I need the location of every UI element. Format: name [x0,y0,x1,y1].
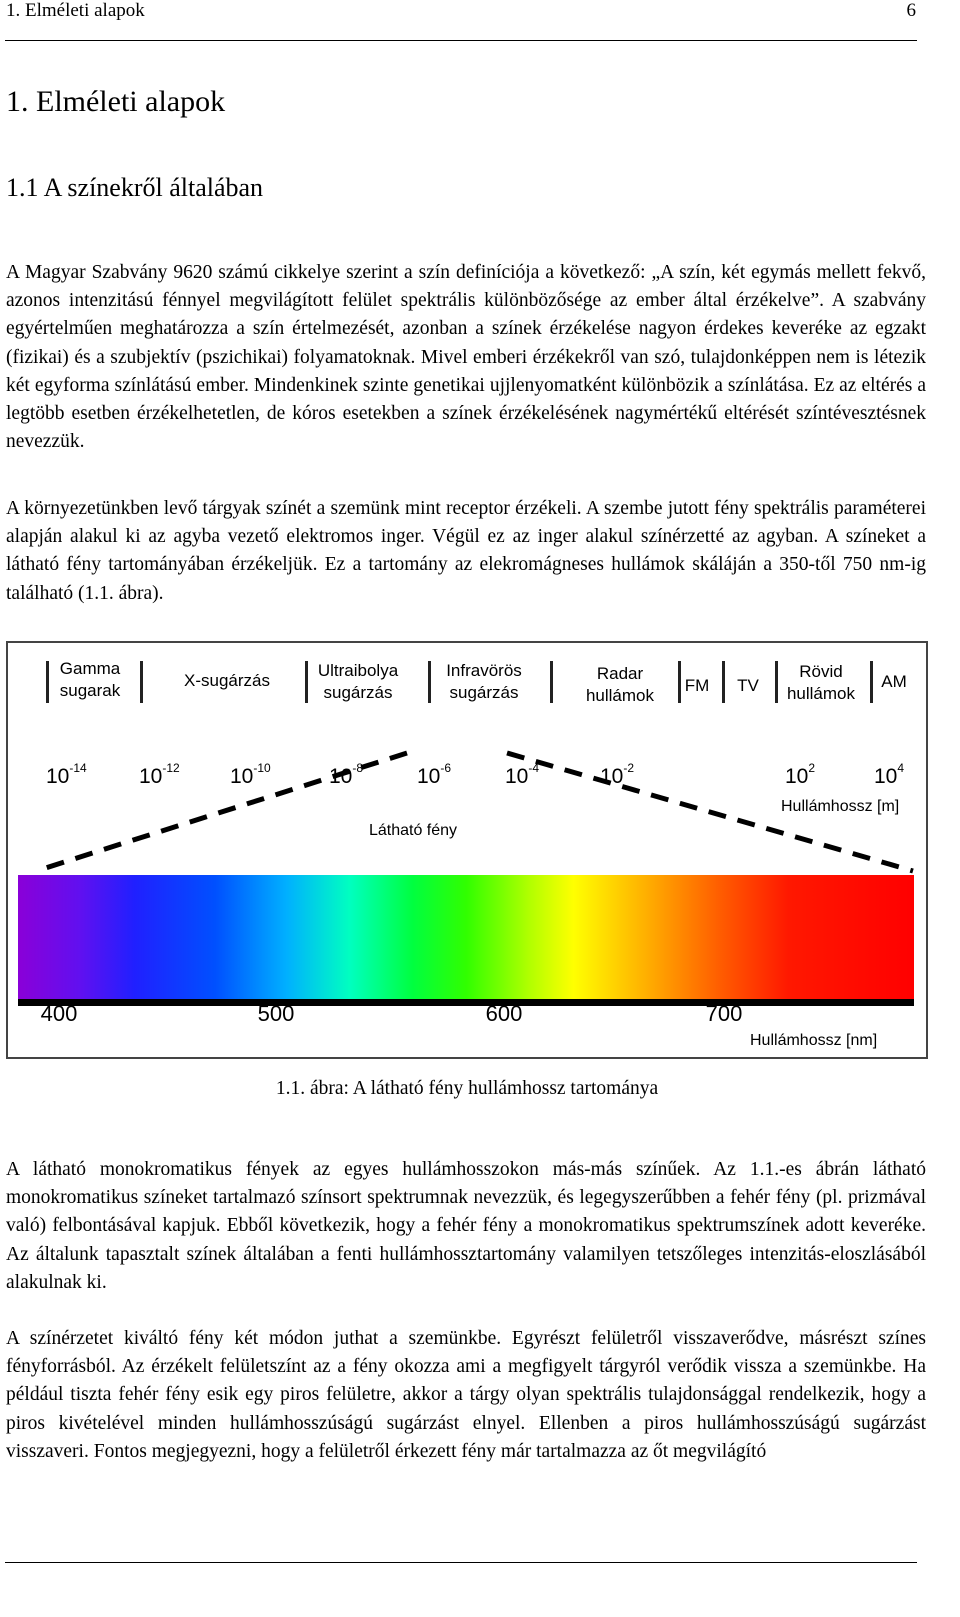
running-head-title: 1. Elméleti alapok [6,0,145,21]
svg-text:X-sugárzás: X-sugárzás [184,671,270,690]
nm-axis-line [18,999,914,1006]
figure-caption: 1.1. ábra: A látható fény hullámhossz tartománya [275,1078,659,1099]
band-labels [60,659,907,705]
svg-text:Rövid: Rövid [799,662,843,681]
band-tv [737,676,759,695]
scale-tick: $10^{-10}$ [230,761,271,788]
wavelength-scale [46,761,904,788]
svg-text:Ultraibolya: Ultraibolya [317,661,399,680]
svg-text:hullámok: hullámok [585,686,655,705]
scale-tick: $10^4$ [874,761,905,788]
bottom-axis-label: Hullámhossz [nm] [750,1032,878,1049]
band-short-wave [787,662,856,703]
band-infrared [446,661,522,702]
scale-tick: $10^{-8}$ [329,761,364,788]
spectrum-figure [6,641,928,1059]
chapter-title: 1. Elméleti alapok [6,85,226,118]
band-gamma [60,659,121,700]
page-number: 6 [906,0,916,21]
visible-light-label: Látható fény [368,822,458,839]
svg-text:AM: AM [881,672,907,691]
running-head [6,0,916,22]
top-axis-label: Hullámhossz [m] [781,798,900,815]
svg-text:Infravörös: Infravörös [446,661,522,680]
spectrum-diagram [8,643,926,1057]
paragraph-3: A látható monokromatikus fények az egyes hullámhosszokon más-más színűek. Az 1.1.-es ábrán látható monokromatikus színeket tartalmazó színsort spektrumnak nevezzük, és legegyszerűbben a fehér fény (pl. prizmával való) felbontásával kapjuk. Ebből következik, hogy a fehér fény a monokromatikus spektrumszínek adott keveréke. Az általunk tapasztalt színek általában a fenti hullámhossztartomány valamilyen tetszőleges intenzitás-eloszlásából alakulnak ki. [6,1159,926,1293]
scale-tick: $10^{-6}$ [417,761,452,788]
spectrum-bar [18,875,914,999]
svg-text:sugárzás: sugárzás [323,683,393,702]
svg-text:sugárzás: sugárzás [449,683,519,702]
svg-text:Radar: Radar [596,664,644,683]
nm-tick-600: 600 [485,1001,523,1026]
paragraph-4: A színérzetet kiváltó fény két módon juthat a szemünkbe. Egyrészt felületről visszaverődve, másrészt színes fényforrásból. Az érzékelt felületszínt az a fény okozza ami a megfigyelt tárgyról verődik vissza a szemünkbe. Ha például tiszta fehér fény esik egy piros felületre, akkor a tárgy olyan spektrális tulajdonsággal rendelkezik, hogy a piros kivételével minden hullámhosszúságú sugárzást elnyel. Ellenben a piros hullámhosszúságú sugárzást visszaveri. Fontos megjegyezni, hogy a felületről érkezett fény már tartalmazza az őt megvilágító [6,1328,926,1462]
nm-tick-700: 700 [705,1001,743,1026]
scale-tick: $10^{-2}$ [600,761,635,788]
band-fm [685,676,710,695]
paragraph-1: A Magyar Szabvány 9620 számú cikkelye szerint a szín definíciója a következő: „A szín, két egymás mellett fekvő, azonos intenzitású fénnyel megvilágított felület spektrális különbözősége az ember által érzékelve”. A szabvány egyértelműen meghatározza a szín értelmezését, azonban a színek érzékelése nagyon érdekes keveréke az egzakt (fizikai) és a szubjektív (pszichikai) folyamatoknak. Mivel emberi érzékekről van szó, tulajdonképpen nem is létezik két egyforma színlátású ember. Mindenkinek szinte genetikai ujjlenyomatként különbözik a színlátása. Ez az eltérés a legtöbb esetben érzékelhetetlen, de kóros esetekben a színek érzékelésének nagymértékű eltérését színtévesztésnek nevezzük. [6,262,926,453]
scale-tick: $10^2$ [785,761,816,788]
band-am [881,672,907,691]
band-x-ray [184,671,270,690]
scale-tick: $10^{-14}$ [46,761,87,788]
scale-tick: $10^{-4}$ [505,761,540,788]
band-radar [586,664,655,705]
svg-text:Gamma: Gamma [59,659,121,678]
nm-tick-400: 400 [40,1001,78,1026]
nm-tick-500: 500 [257,1001,295,1026]
scale-tick: $10^{-12}$ [139,761,180,788]
svg-text:hullámok: hullámok [786,684,856,703]
svg-text:sugarak: sugarak [59,681,121,700]
svg-text:FM: FM [684,676,710,695]
svg-text:TV: TV [737,676,759,695]
header-rule [5,40,917,41]
footer-rule [5,1562,917,1563]
section-title: 1.1 A színekről általában [6,173,264,202]
paragraph-2: A környezetünkben levő tárgyak színét a szemünk mint receptor érzékeli. A szembe jutott fény spektrális paraméterei alapján alakul ki az agyba vezető elektromos inger. Végül ez az inger alakul színérzetté az agyban. A színeket a látható fény tartományában érzékeljük. Ez a tartomány az elekromágneses hullámok skáláján a 350-től 750 nm-ig található (1.1. ábra). [6,498,926,604]
band-ultraviolet [318,661,399,702]
